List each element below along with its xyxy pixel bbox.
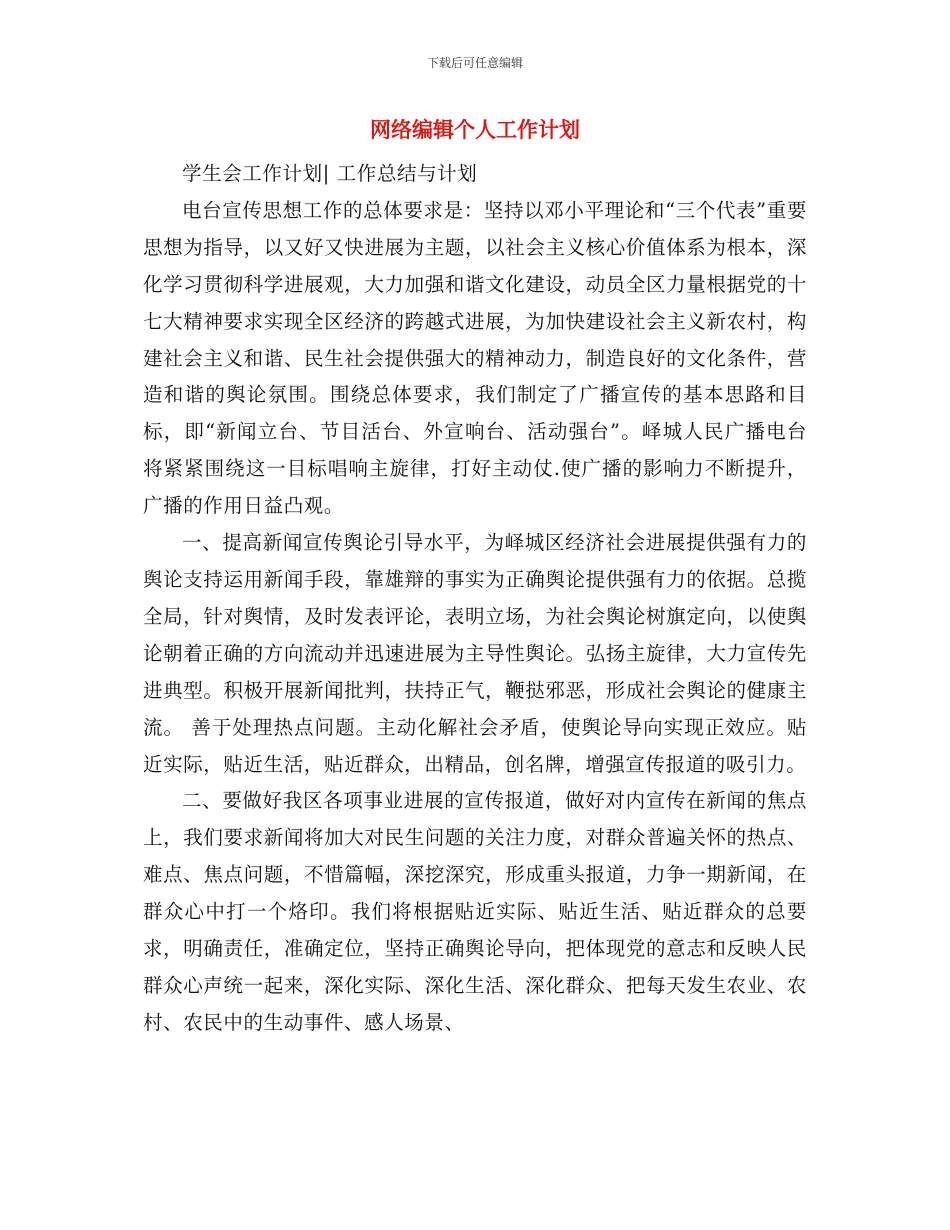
header-note: 下载后可任意编辑	[426, 56, 523, 70]
paragraph-section-two: 二、要做好我区各项事业进展的宣传报道，做好对内宣传在新闻的焦点上，我们要求新闻将加大对民生问题的关注力度，对群众普遍关怀的热点、难点、焦点问题，不惜篇幅，深挖深究，形成重头报道，力争一期新闻，在群众心中打一个烙印。我们将根据贴近实际、贴近生活、贴近群众的总要求，明确责任，准确定位，坚持正确舆论导向，把体现党的意志和反映人民群众心声统一起来，深化实际、深化生活、深化群众、把每天发生农业、农村、农民中的生动事件、感人场景、	[143, 789, 807, 1034]
paragraph-section-one: 一、提高新闻宣传舆论引导水平，为峄城区经济社会进展提供强有力的舆论支持运用新闻手段，靠雄辩的事实为正确舆论提供强有力的依据。总揽全局，针对舆情，及时发表评论，表明立场，为社会舆论树旗定向，以使舆论朝着正确的方向流动并迅速进展为主导性舆论。弘扬主旋律，大力宣传先进典型。积极开展新闻批判，扶持正气，鞭挞邪恶，形成社会舆论的健康主流。 善于处理热点问题。主动化解社会矛盾，使舆论导向实现正效应。贴近实际，贴近生活，贴近群众，出精品，创名牌，增强宣传报道的吸引力。	[143, 531, 807, 776]
paragraph-intro: 电台宣传思想工作的总体要求是：坚持以邓小平理论和“三个代表”重要思想为指导，以又好又快进展为主题，以社会主义核心价值体系为根本，深化学习贯彻科学进展观，大力加强和谐文化建设，动员全区力量根据党的十七大精神要求实现全区经济的跨越式进展，为加快建设社会主义新农村，构建社会主义和谐、民生社会提供强大的精神动力，制造良好的文化条件，营造和谐的舆论氛围。围绕总体要求，我们制定了广播宣传的基本思路和目标，即“新闻立台、节目活台、外宣响台、活动强台”。峄城人民广播电台将紧紧围绕这一目标唱响主旋律，打好主动仗.使广播的影响力不断提升，广播的作用日益凸观。	[143, 198, 807, 518]
subtitle-line: 学生会工作计划| 工作总结与计划	[182, 162, 478, 185]
document-body	[143, 156, 807, 1042]
document-title: 网络编辑个人工作计划	[370, 118, 580, 142]
